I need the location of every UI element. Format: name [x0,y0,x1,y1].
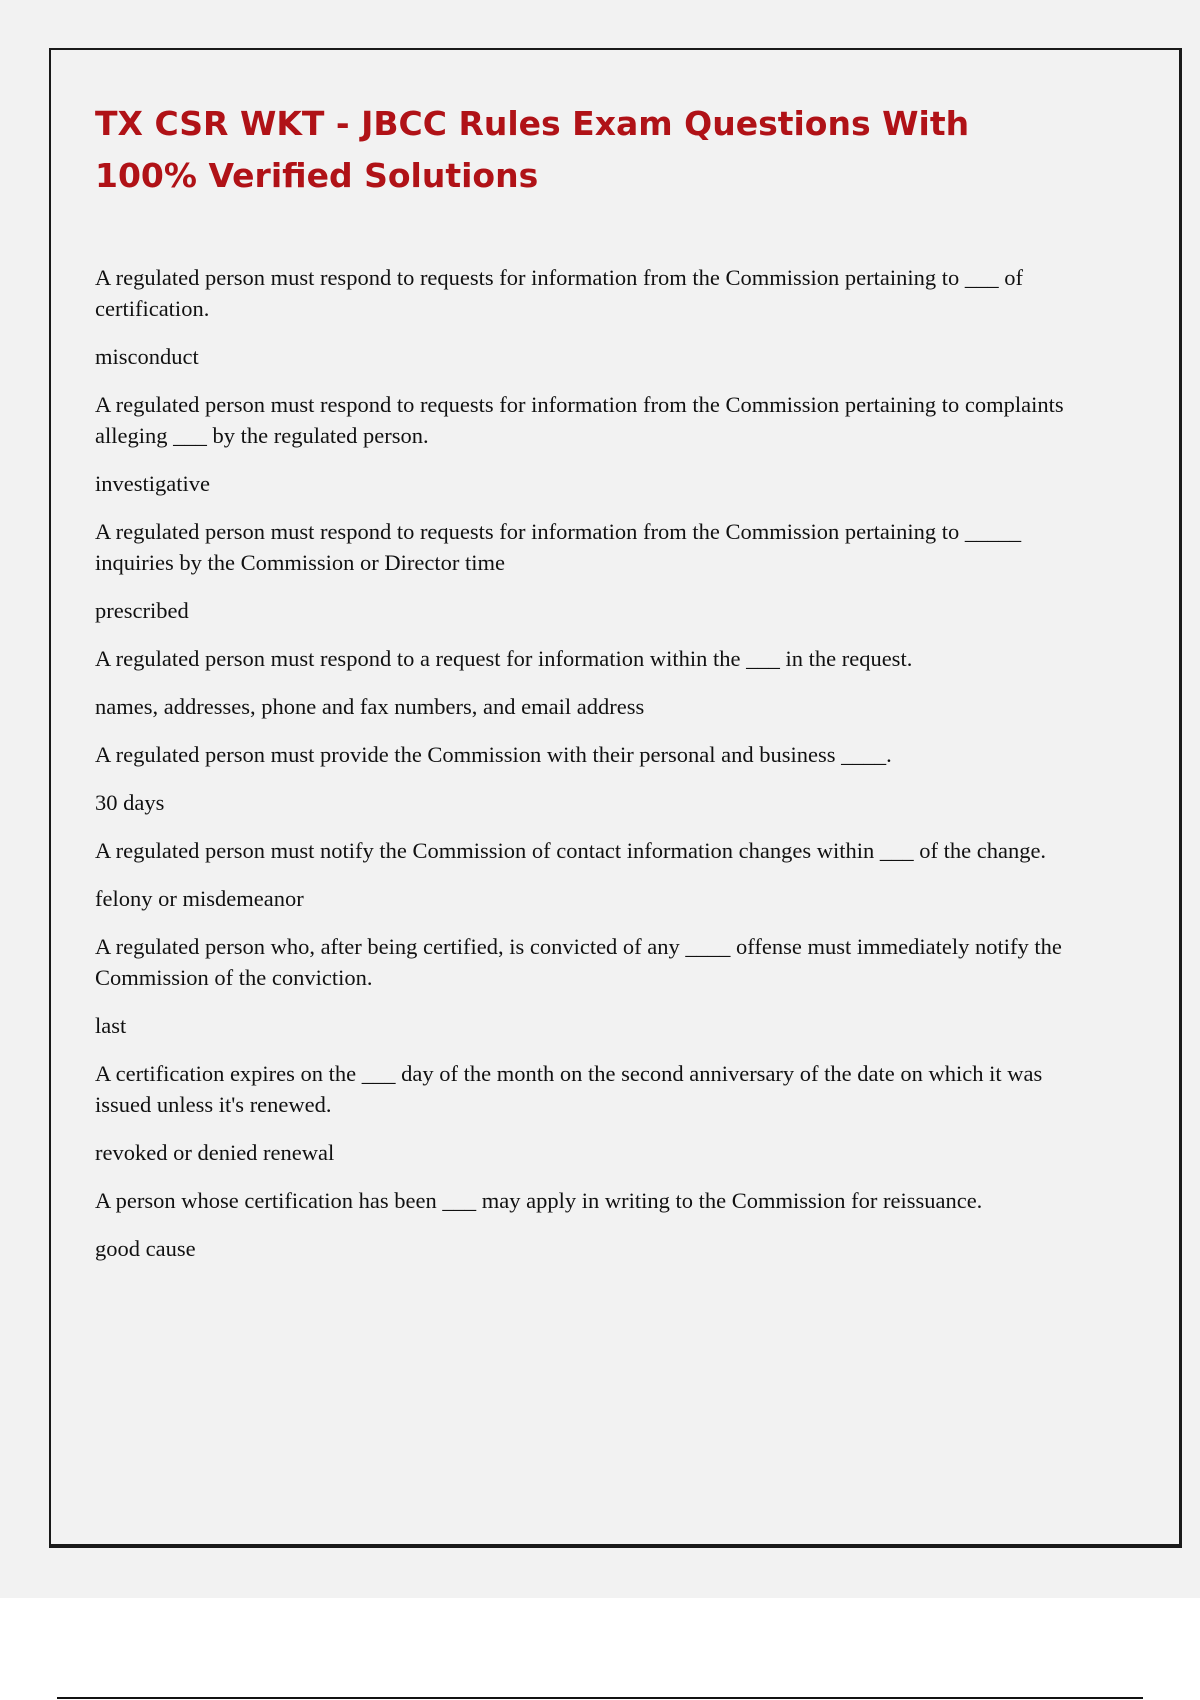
question-text: A certification expires on the ___ day of the month on the second anniversary of the date on which it was issued unless it's renewed. [95,1061,1043,1117]
question-text: A regulated person must respond to requests for information from the Commission pertaining to complaints alleging ___ by the regulated person. [95,392,1064,448]
answer-text: last [95,1013,127,1038]
answer-text: felony or misdemeanor [95,886,304,911]
answer-text: names, addresses, phone and fax numbers, and email address [95,694,645,719]
answer-text: 30 days [95,790,165,815]
question-text: A regulated person must respond to requests for information from the Commission pertaining to ___ of certification. [95,265,1023,321]
question-text: A regulated person must notify the Commission of contact information changes within ___ of the change. [95,838,1047,863]
qa-list [95,262,1085,1281]
answer-text: prescribed [95,598,189,623]
question-text: A regulated person must respond to requests for information from the Commission pertaining to _____ inquiries by the Commission or Director time [95,519,1022,575]
answer-text: misconduct [95,344,199,369]
question-text: A person whose certification has been ___ may apply in writing to the Commission for reissuance. [95,1188,983,1213]
document-title: TX CSR WKT - JBCC Rules Exam Questions With 100% Verified Solutions [95,104,970,195]
answer-text: good cause [95,1236,196,1261]
question-text: A regulated person must provide the Commission with their personal and business ____. [95,742,892,767]
answer-text: revoked or denied renewal [95,1140,335,1165]
answer-text: investigative [95,471,210,496]
page-divider [57,1697,1143,1699]
question-text: A regulated person must respond to a request for information within the ___ in the request. [95,646,913,671]
question-text: A regulated person who, after being certified, is convicted of any ____ offense must immediately notify the Commission of the conviction. [95,934,1062,990]
